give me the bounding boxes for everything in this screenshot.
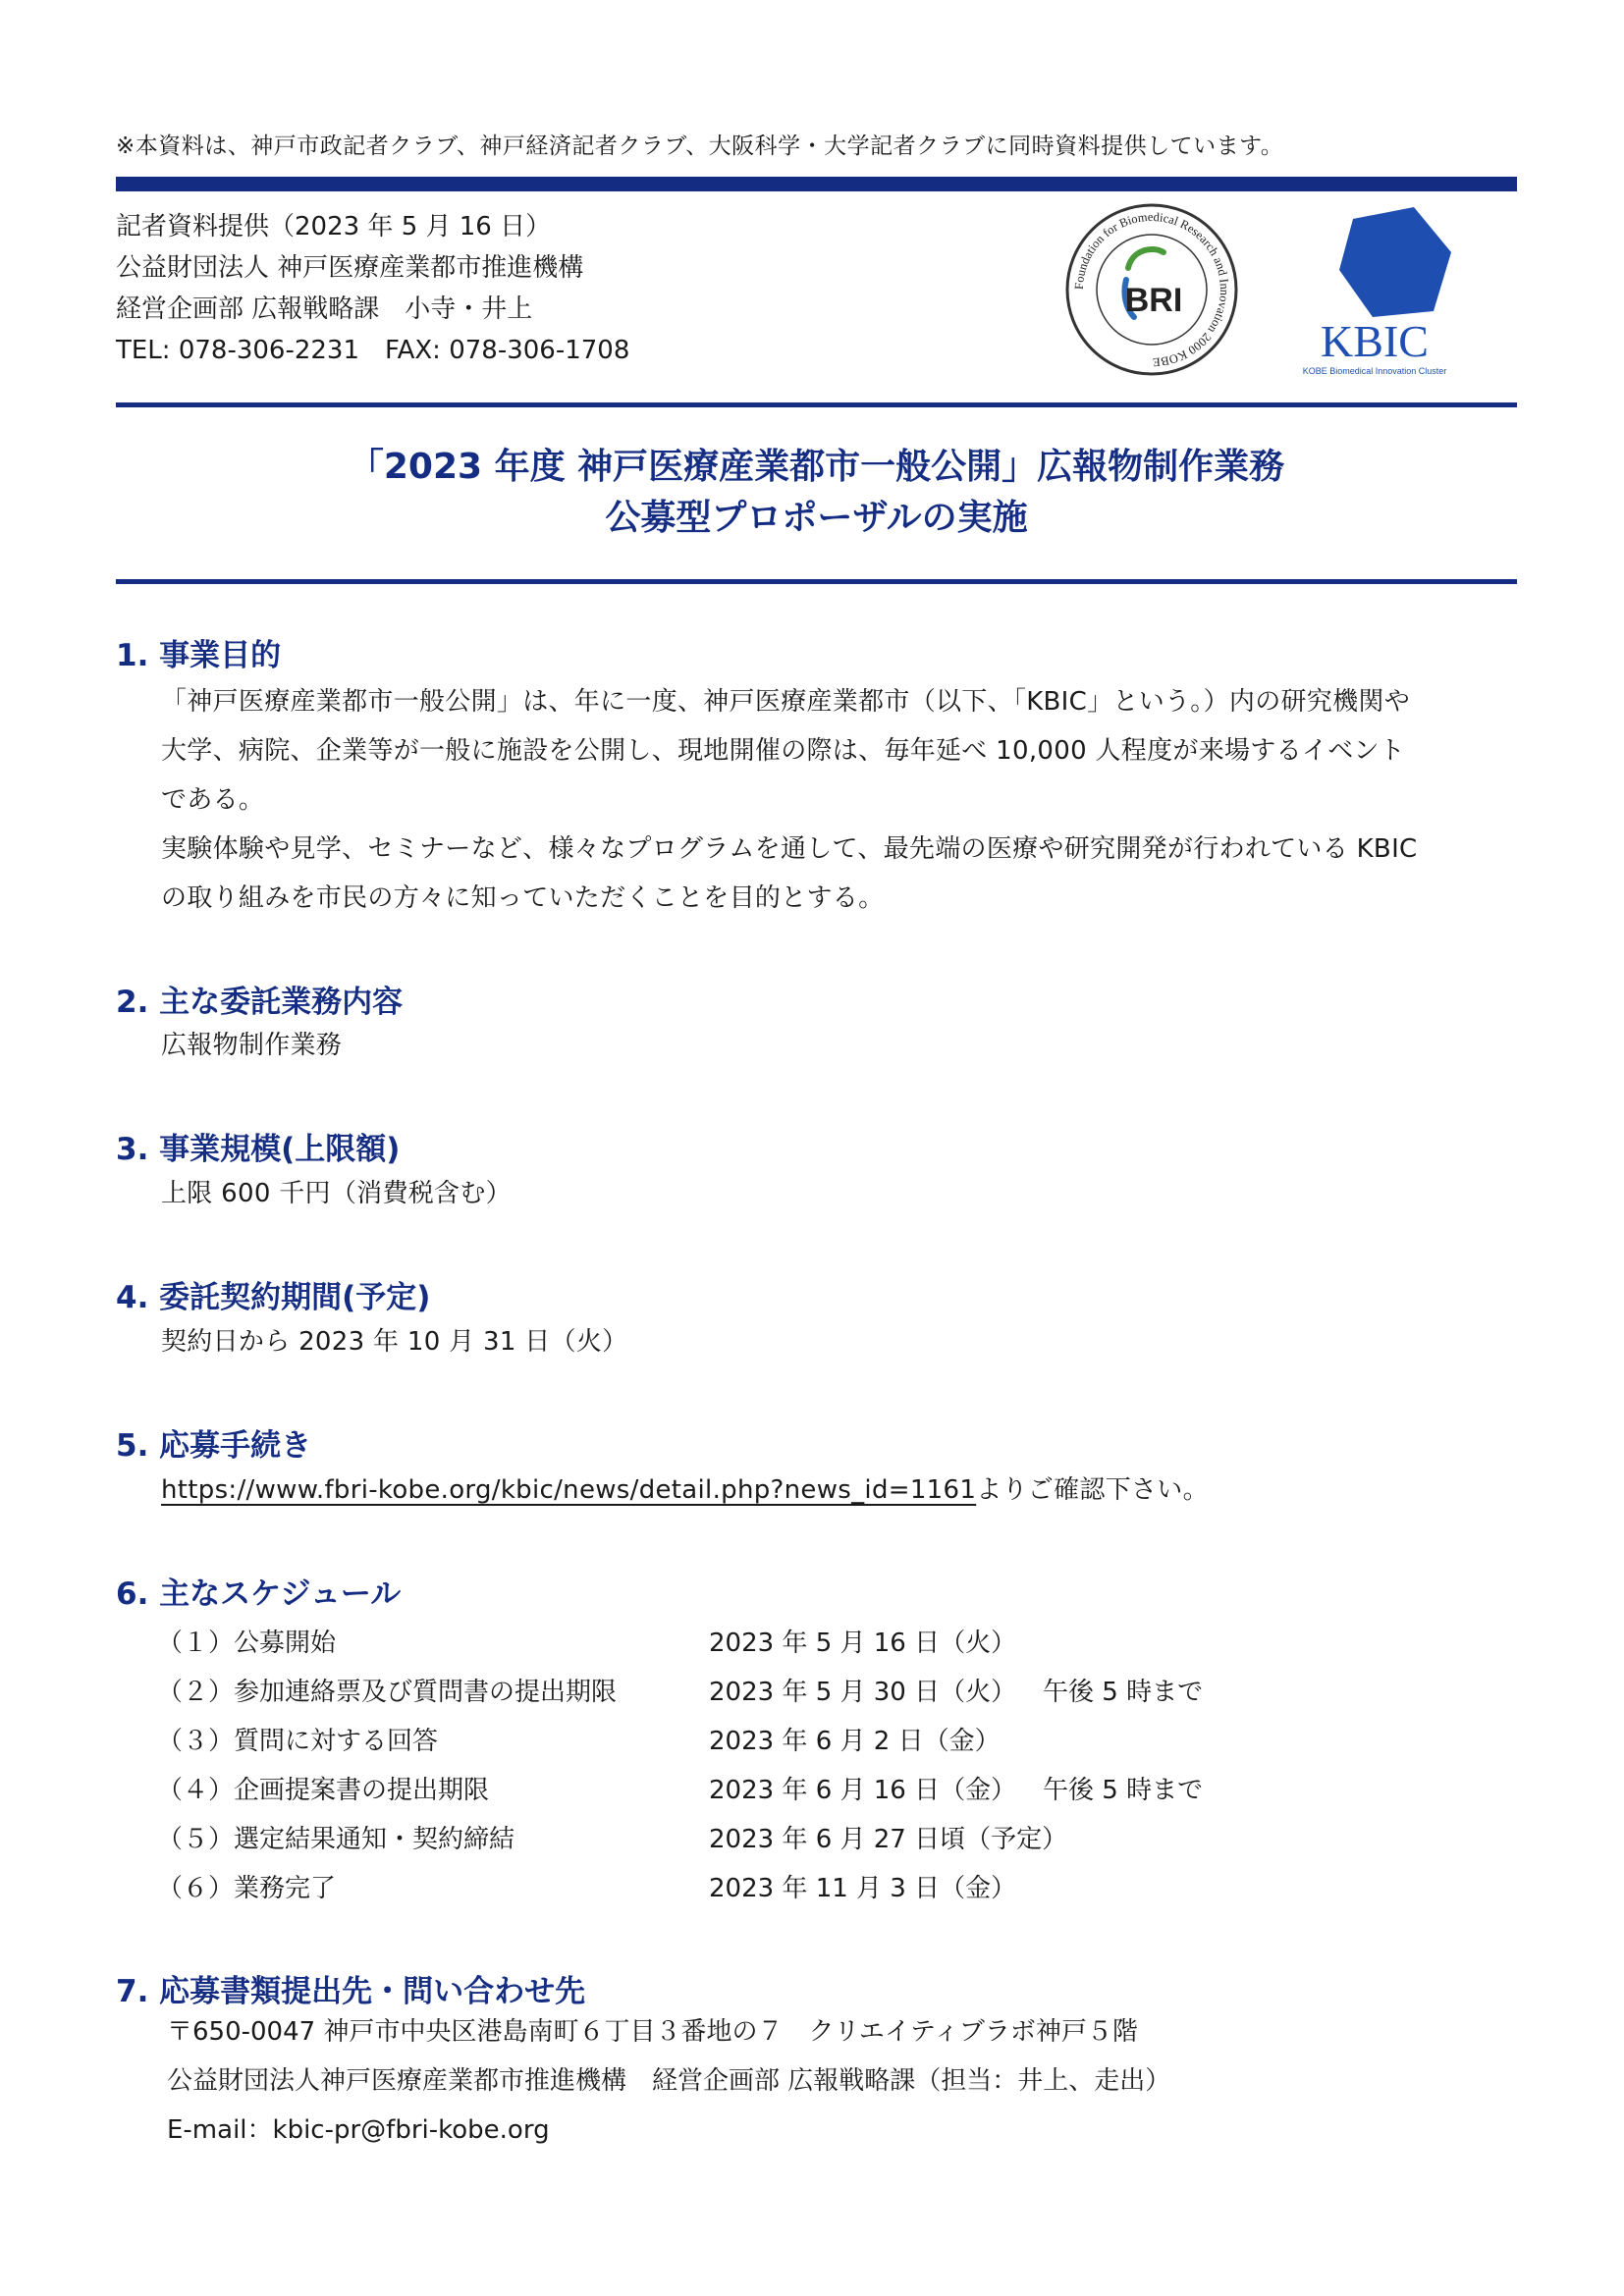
application-text [161,1466,1209,1515]
kbic-mark-text: KBIC [1321,316,1429,366]
budget-text: 上限 600 千円（消費税含む） [161,1179,512,1208]
schedule-item-label: （１）公募開始 [157,1629,337,1658]
schedule-item-date: 2023 年 6 月 16 日（金） [709,1776,1017,1805]
purpose-line: である。 [161,785,265,815]
scope-text: 広報物制作業務 [161,1031,343,1060]
department-name: 経営企画部 広報戦略課 小寺・井上 [116,294,533,324]
postal-address: 〒650-0047 神戸市中央区港島南町６丁目３番地の７ クリエイティブラボ神戸５階 [167,2017,1138,2047]
schedule-item-date: 2023 年 6 月 27 日頃（予定） [709,1825,1068,1854]
title-line-2: 公募型プロポーザルの実施 [605,498,1028,538]
schedule-item-label: （２）参加連絡票及び質問書の提出期限 [157,1678,618,1707]
schedule-item-label: （３）質問に対する回答 [157,1727,439,1756]
section-heading-purpose: 1. 事業目的 [116,638,282,673]
period-text: 契約日から 2023 年 10 月 31 日（火） [161,1327,628,1357]
title-rule [116,579,1517,584]
title-line-1: 「2023 年度 神戸医療産業都市一般公開」広報物制作業務 [348,447,1285,487]
press-release-date: 記者資料提供（2023 年 5 月 16 日） [116,212,552,241]
section-heading-contact: 7. 応募書類提出先・問い合わせ先 [116,1974,586,2009]
schedule-item-label: （５）選定結果通知・契約締結 [157,1825,515,1854]
section-heading-period: 4. 委託契約期間(予定) [116,1280,431,1315]
page-title [116,442,1517,544]
schedule-item-label: （６）業務完了 [157,1874,337,1903]
schedule-item-date: 2023 年 6 月 2 日（金） [709,1727,1001,1756]
schedule-item-time: 午後 5 時まで [1043,1776,1204,1805]
schedule-item-label: （４）企画提案書の提出期限 [157,1776,490,1805]
purpose-line: 実験体験や見学、セミナーなど、様々なプログラムを通して、最先端の医療や研究開発が行われている KBIC [161,834,1418,864]
application-url-link[interactable]: https://www.fbri-kobe.org/kbic/news/detail.php?news_id=1161 [161,1475,977,1505]
schedule-item-date: 2023 年 5 月 16 日（火） [709,1629,1017,1658]
section-heading-scope: 2. 主な委託業務内容 [116,985,404,1020]
header-rule-bottom [116,402,1517,407]
schedule-item-date: 2023 年 11 月 3 日（金） [709,1874,1017,1903]
tel-fax: TEL: 078-306-2231 FAX: 078-306-1708 [116,336,630,365]
fbri-logo [1063,201,1240,378]
contact-email: E-mail：kbic-pr@fbri-kobe.org [167,2115,550,2145]
purpose-line: 大学、病院、企業等が一般に施設を公開し、現地開催の際は、毎年延べ 10,000 人程度が来場するイベント [161,736,1406,766]
fbri-mark-text: BRI [1124,282,1183,319]
kbic-logo [1276,201,1473,378]
header-rule-top [116,177,1517,191]
purpose-line: の取り組みを市民の方々に知っていただくことを目的とする。 [161,883,885,913]
kbic-pentagon-icon [1339,207,1451,317]
purpose-text [161,677,1418,923]
section-heading-budget: 3. 事業規模(上限額) [116,1132,401,1167]
organization-name: 公益財団法人 神戸医療産業都市推進機構 [116,253,584,283]
distribution-notice: ※本資料は、神戸市政記者クラブ、神戸経済記者クラブ、大阪科学・大学記者クラブに同時資料提供しています。 [116,133,1284,159]
section-heading-application: 5. 応募手続き [116,1428,312,1464]
fbri-ring-text: Foundation for Biomedical Research and Innovation 2000 KOBE [1071,209,1232,370]
press-contact-block [116,206,629,371]
schedule-item-time: 午後 5 時まで [1043,1678,1204,1707]
submission-contact [167,2007,1170,2155]
purpose-line: 「神戸医療産業都市一般公開」は、年に一度、神戸医療産業都市（以下、「KBIC」という。）内の研究機関や [161,687,1411,717]
section-heading-schedule: 6. 主なスケジュール [116,1576,402,1612]
contact-organization: 公益財団法人神戸医療産業都市推進機構 経営企画部 広報戦略課（担当：井上、走出） [167,2066,1171,2096]
application-url-suffix: よりご確認下さい。 [976,1475,1209,1505]
schedule-item-date: 2023 年 5 月 30 日（火） [709,1678,1017,1707]
kbic-sub-text: KOBE Biomedical Innovation Cluster [1302,366,1447,376]
